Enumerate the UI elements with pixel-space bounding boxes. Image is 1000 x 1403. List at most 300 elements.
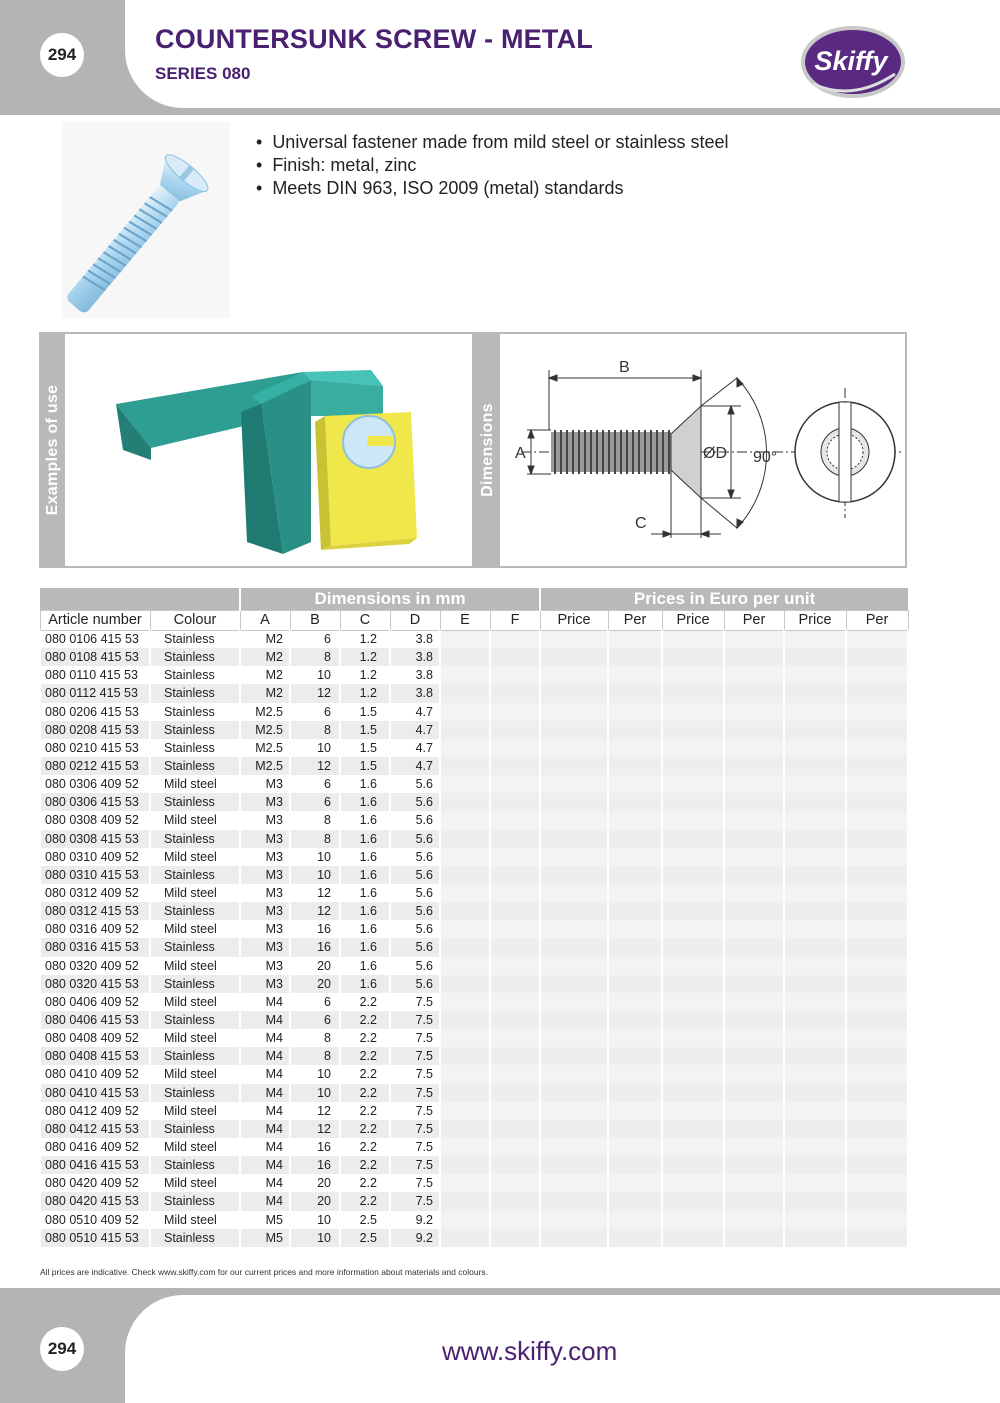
column-header: Per bbox=[846, 610, 908, 630]
empty-cell bbox=[662, 775, 724, 793]
column-header: Per bbox=[724, 610, 784, 630]
empty-cell bbox=[662, 920, 724, 938]
article-number-cell: 080 0306 415 53 bbox=[40, 793, 150, 811]
empty-cell bbox=[540, 703, 608, 721]
dim-b-cell: 12 bbox=[290, 1120, 340, 1138]
dim-d-cell: 5.6 bbox=[390, 793, 440, 811]
dim-b-cell: 12 bbox=[290, 884, 340, 902]
empty-cell bbox=[662, 666, 724, 684]
empty-cell bbox=[784, 775, 846, 793]
empty-cell bbox=[440, 739, 490, 757]
empty-cell bbox=[724, 1174, 784, 1192]
table-row bbox=[40, 1192, 908, 1210]
empty-cell bbox=[540, 811, 608, 829]
empty-cell bbox=[662, 1138, 724, 1156]
article-number-cell: 080 0408 409 52 bbox=[40, 1029, 150, 1047]
table-row bbox=[40, 993, 908, 1011]
column-header: D bbox=[390, 610, 440, 630]
table-row bbox=[40, 848, 908, 866]
empty-cell bbox=[490, 1011, 540, 1029]
empty-cell bbox=[784, 866, 846, 884]
empty-cell bbox=[846, 1120, 908, 1138]
dim-d-cell: 7.5 bbox=[390, 1047, 440, 1065]
empty-cell bbox=[784, 1047, 846, 1065]
empty-cell bbox=[784, 1102, 846, 1120]
dim-c-cell: 2.2 bbox=[340, 1065, 390, 1083]
empty-cell bbox=[440, 1192, 490, 1210]
empty-cell bbox=[440, 957, 490, 975]
empty-cell bbox=[724, 648, 784, 666]
colour-cell: Stainless bbox=[150, 630, 240, 648]
column-header: E bbox=[440, 610, 490, 630]
table-row bbox=[40, 902, 908, 920]
article-number-cell: 080 0212 415 53 bbox=[40, 757, 150, 775]
article-number-cell: 080 0412 415 53 bbox=[40, 1120, 150, 1138]
column-header: F bbox=[490, 610, 540, 630]
empty-cell bbox=[440, 975, 490, 993]
empty-cell bbox=[662, 793, 724, 811]
empty-cell bbox=[846, 1229, 908, 1247]
series-subtitle: SERIES 080 bbox=[155, 64, 251, 83]
empty-cell bbox=[608, 721, 662, 739]
colour-cell: Mild steel bbox=[150, 1065, 240, 1083]
empty-cell bbox=[846, 666, 908, 684]
empty-cell bbox=[662, 975, 724, 993]
dim-a-cell: M4 bbox=[240, 1011, 290, 1029]
column-header: Per bbox=[608, 610, 662, 630]
screw-dimensions-diagram bbox=[501, 338, 905, 564]
dim-d-cell: 5.6 bbox=[390, 920, 440, 938]
empty-cell bbox=[662, 1229, 724, 1247]
empty-cell bbox=[784, 630, 846, 648]
article-number-cell: 080 0408 415 53 bbox=[40, 1047, 150, 1065]
article-number-cell: 080 0206 415 53 bbox=[40, 703, 150, 721]
dim-label-a: A bbox=[515, 445, 526, 462]
empty-cell bbox=[440, 830, 490, 848]
empty-cell bbox=[490, 775, 540, 793]
colour-cell: Stainless bbox=[150, 666, 240, 684]
empty-cell bbox=[724, 1084, 784, 1102]
example-of-use-illustration bbox=[111, 342, 471, 562]
dim-c-cell: 1.6 bbox=[340, 811, 390, 829]
empty-cell bbox=[490, 1047, 540, 1065]
empty-cell bbox=[608, 684, 662, 702]
dim-c-cell: 2.2 bbox=[340, 1011, 390, 1029]
empty-cell bbox=[440, 757, 490, 775]
dim-b-cell: 20 bbox=[290, 1192, 340, 1210]
empty-cell bbox=[608, 1192, 662, 1210]
table-row bbox=[40, 630, 908, 648]
empty-cell bbox=[490, 1065, 540, 1083]
dim-label-angle: 90° bbox=[753, 449, 778, 466]
dim-b-cell: 8 bbox=[290, 648, 340, 666]
empty-cell bbox=[608, 630, 662, 648]
dim-a-cell: M2 bbox=[240, 630, 290, 648]
article-number-cell: 080 0510 409 52 bbox=[40, 1211, 150, 1229]
dim-c-cell: 2.5 bbox=[340, 1229, 390, 1247]
empty-cell bbox=[662, 739, 724, 757]
dim-a-cell: M5 bbox=[240, 1229, 290, 1247]
article-number-cell: 080 0306 409 52 bbox=[40, 775, 150, 793]
dim-b-cell: 20 bbox=[290, 1174, 340, 1192]
empty-cell bbox=[440, 993, 490, 1011]
empty-cell bbox=[724, 1211, 784, 1229]
column-header: Colour bbox=[150, 610, 240, 630]
empty-cell bbox=[846, 1047, 908, 1065]
colour-cell: Stainless bbox=[150, 793, 240, 811]
dim-c-cell: 1.5 bbox=[340, 739, 390, 757]
dim-c-cell: 1.6 bbox=[340, 884, 390, 902]
empty-cell bbox=[540, 684, 608, 702]
empty-cell bbox=[846, 721, 908, 739]
dim-d-cell: 7.5 bbox=[390, 1174, 440, 1192]
empty-cell bbox=[440, 1047, 490, 1065]
empty-cell bbox=[784, 703, 846, 721]
empty-cell bbox=[490, 830, 540, 848]
column-header: Article number bbox=[40, 610, 150, 630]
dim-c-cell: 2.2 bbox=[340, 1174, 390, 1192]
table-row bbox=[40, 1047, 908, 1065]
empty-cell bbox=[784, 1174, 846, 1192]
table-row bbox=[40, 1211, 908, 1229]
empty-cell bbox=[784, 1065, 846, 1083]
colour-cell: Mild steel bbox=[150, 884, 240, 902]
table-row bbox=[40, 1156, 908, 1174]
dim-d-cell: 5.6 bbox=[390, 957, 440, 975]
empty-cell bbox=[608, 1229, 662, 1247]
empty-cell bbox=[724, 920, 784, 938]
article-number-cell: 080 0106 415 53 bbox=[40, 630, 150, 648]
empty-cell bbox=[724, 848, 784, 866]
empty-cell bbox=[490, 1192, 540, 1210]
empty-cell bbox=[724, 739, 784, 757]
empty-cell bbox=[724, 975, 784, 993]
empty-cell bbox=[608, 739, 662, 757]
empty-cell bbox=[846, 1156, 908, 1174]
column-header: C bbox=[340, 610, 390, 630]
dim-b-cell: 10 bbox=[290, 739, 340, 757]
dim-a-cell: M4 bbox=[240, 993, 290, 1011]
table-row bbox=[40, 703, 908, 721]
empty-cell bbox=[490, 1156, 540, 1174]
empty-cell bbox=[846, 1011, 908, 1029]
empty-cell bbox=[608, 703, 662, 721]
article-number-cell: 080 0410 415 53 bbox=[40, 1084, 150, 1102]
dim-b-cell: 6 bbox=[290, 703, 340, 721]
dim-a-cell: M3 bbox=[240, 866, 290, 884]
table-row bbox=[40, 739, 908, 757]
empty-cell bbox=[724, 1192, 784, 1210]
empty-cell bbox=[540, 1174, 608, 1192]
table-row bbox=[40, 775, 908, 793]
dim-d-cell: 3.8 bbox=[390, 630, 440, 648]
dim-a-cell: M3 bbox=[240, 811, 290, 829]
page-number-top: 294 bbox=[40, 33, 84, 77]
dim-c-cell: 1.5 bbox=[340, 721, 390, 739]
empty-cell bbox=[440, 866, 490, 884]
empty-cell bbox=[846, 757, 908, 775]
dim-c-cell: 2.2 bbox=[340, 1084, 390, 1102]
dim-c-cell: 1.6 bbox=[340, 902, 390, 920]
colour-cell: Mild steel bbox=[150, 811, 240, 829]
website-link[interactable]: www.skiffy.com bbox=[442, 1336, 618, 1366]
empty-cell bbox=[490, 1084, 540, 1102]
dim-d-cell: 7.5 bbox=[390, 1084, 440, 1102]
empty-cell bbox=[724, 957, 784, 975]
empty-cell bbox=[846, 938, 908, 956]
empty-cell bbox=[490, 866, 540, 884]
dim-a-cell: M3 bbox=[240, 775, 290, 793]
dim-a-cell: M4 bbox=[240, 1138, 290, 1156]
colour-cell: Stainless bbox=[150, 938, 240, 956]
empty-cell bbox=[724, 866, 784, 884]
empty-cell bbox=[784, 920, 846, 938]
colour-cell: Stainless bbox=[150, 1047, 240, 1065]
empty-cell bbox=[784, 1011, 846, 1029]
colour-cell: Stainless bbox=[150, 1011, 240, 1029]
table-row bbox=[40, 811, 908, 829]
empty-cell bbox=[540, 1229, 608, 1247]
empty-cell bbox=[662, 1120, 724, 1138]
table-row bbox=[40, 975, 908, 993]
empty-cell bbox=[724, 757, 784, 775]
empty-cell bbox=[846, 1174, 908, 1192]
empty-cell bbox=[540, 884, 608, 902]
empty-cell bbox=[846, 739, 908, 757]
dim-a-cell: M3 bbox=[240, 902, 290, 920]
empty-cell bbox=[490, 684, 540, 702]
empty-cell bbox=[662, 630, 724, 648]
dim-a-cell: M3 bbox=[240, 938, 290, 956]
dim-d-cell: 9.2 bbox=[390, 1211, 440, 1229]
article-number-cell: 080 0210 415 53 bbox=[40, 739, 150, 757]
empty-cell bbox=[540, 721, 608, 739]
dim-label-c: C bbox=[635, 515, 647, 532]
empty-cell bbox=[784, 993, 846, 1011]
colour-cell: Mild steel bbox=[150, 1211, 240, 1229]
dim-c-cell: 1.5 bbox=[340, 703, 390, 721]
empty-cell bbox=[490, 920, 540, 938]
dim-c-cell: 2.2 bbox=[340, 1029, 390, 1047]
colour-cell: Stainless bbox=[150, 1120, 240, 1138]
dim-d-cell: 5.6 bbox=[390, 902, 440, 920]
table-row bbox=[40, 1029, 908, 1047]
empty-cell bbox=[724, 1065, 784, 1083]
dim-a-cell: M2.5 bbox=[240, 739, 290, 757]
empty-cell bbox=[724, 721, 784, 739]
table-row bbox=[40, 1011, 908, 1029]
empty-cell bbox=[440, 1084, 490, 1102]
empty-cell bbox=[540, 920, 608, 938]
dim-a-cell: M2 bbox=[240, 666, 290, 684]
empty-cell bbox=[608, 775, 662, 793]
table-row bbox=[40, 721, 908, 739]
empty-cell bbox=[662, 757, 724, 775]
dim-b-cell: 16 bbox=[290, 938, 340, 956]
empty-cell bbox=[784, 721, 846, 739]
empty-cell bbox=[784, 1229, 846, 1247]
dim-b-cell: 10 bbox=[290, 866, 340, 884]
empty-cell bbox=[724, 1047, 784, 1065]
article-number-cell: 080 0208 415 53 bbox=[40, 721, 150, 739]
dim-d-cell: 4.7 bbox=[390, 721, 440, 739]
article-number-cell: 080 0108 415 53 bbox=[40, 648, 150, 666]
empty-cell bbox=[490, 793, 540, 811]
empty-cell bbox=[490, 1229, 540, 1247]
dim-b-cell: 12 bbox=[290, 757, 340, 775]
empty-cell bbox=[540, 1211, 608, 1229]
empty-cell bbox=[608, 757, 662, 775]
colour-cell: Stainless bbox=[150, 703, 240, 721]
empty-cell bbox=[540, 1192, 608, 1210]
colour-cell: Mild steel bbox=[150, 775, 240, 793]
dim-d-cell: 3.8 bbox=[390, 648, 440, 666]
empty-cell bbox=[608, 1120, 662, 1138]
empty-cell bbox=[724, 630, 784, 648]
colour-cell: Stainless bbox=[150, 1156, 240, 1174]
dim-c-cell: 1.6 bbox=[340, 848, 390, 866]
dim-d-cell: 3.8 bbox=[390, 666, 440, 684]
empty-cell bbox=[784, 1192, 846, 1210]
dim-a-cell: M2.5 bbox=[240, 721, 290, 739]
article-number-cell: 080 0112 415 53 bbox=[40, 684, 150, 702]
empty-cell bbox=[540, 775, 608, 793]
empty-cell bbox=[724, 1011, 784, 1029]
dim-d-cell: 3.8 bbox=[390, 684, 440, 702]
table-group-blank bbox=[40, 588, 240, 610]
dim-b-cell: 12 bbox=[290, 1102, 340, 1120]
article-number-cell: 080 0320 415 53 bbox=[40, 975, 150, 993]
empty-cell bbox=[608, 866, 662, 884]
empty-cell bbox=[662, 1084, 724, 1102]
dim-d-cell: 5.6 bbox=[390, 866, 440, 884]
dim-c-cell: 1.2 bbox=[340, 648, 390, 666]
empty-cell bbox=[440, 1138, 490, 1156]
empty-cell bbox=[440, 1156, 490, 1174]
empty-cell bbox=[440, 793, 490, 811]
empty-cell bbox=[662, 703, 724, 721]
empty-cell bbox=[846, 684, 908, 702]
empty-cell bbox=[724, 993, 784, 1011]
empty-cell bbox=[784, 830, 846, 848]
price-footnote: All prices are indicative. Check www.skiffy.com for our current prices and more information about materials and colours. bbox=[40, 1267, 489, 1277]
dim-c-cell: 1.6 bbox=[340, 938, 390, 956]
dim-label-b: B bbox=[619, 359, 630, 376]
dim-a-cell: M4 bbox=[240, 1156, 290, 1174]
empty-cell bbox=[540, 866, 608, 884]
empty-cell bbox=[540, 1120, 608, 1138]
dim-b-cell: 16 bbox=[290, 1138, 340, 1156]
table-row bbox=[40, 1138, 908, 1156]
dim-b-cell: 6 bbox=[290, 775, 340, 793]
colour-cell: Mild steel bbox=[150, 1029, 240, 1047]
dim-d-cell: 7.5 bbox=[390, 1029, 440, 1047]
article-number-cell: 080 0110 415 53 bbox=[40, 666, 150, 684]
dim-c-cell: 1.5 bbox=[340, 757, 390, 775]
dim-a-cell: M2 bbox=[240, 684, 290, 702]
dimensions-label: Dimensions bbox=[476, 334, 500, 566]
article-number-cell: 080 0316 409 52 bbox=[40, 920, 150, 938]
dim-c-cell: 1.6 bbox=[340, 920, 390, 938]
empty-cell bbox=[846, 920, 908, 938]
dim-b-cell: 6 bbox=[290, 993, 340, 1011]
column-header: A bbox=[240, 610, 290, 630]
empty-cell bbox=[490, 757, 540, 775]
dim-d-cell: 7.5 bbox=[390, 1120, 440, 1138]
empty-cell bbox=[490, 648, 540, 666]
empty-cell bbox=[662, 1192, 724, 1210]
empty-cell bbox=[724, 884, 784, 902]
empty-cell bbox=[724, 902, 784, 920]
dim-label-d: ØD bbox=[703, 445, 727, 462]
dim-c-cell: 2.5 bbox=[340, 1211, 390, 1229]
empty-cell bbox=[784, 1120, 846, 1138]
empty-cell bbox=[490, 630, 540, 648]
empty-cell bbox=[440, 721, 490, 739]
dim-c-cell: 1.2 bbox=[340, 630, 390, 648]
empty-cell bbox=[440, 1211, 490, 1229]
empty-cell bbox=[608, 884, 662, 902]
dim-d-cell: 5.6 bbox=[390, 975, 440, 993]
colour-cell: Stainless bbox=[150, 1084, 240, 1102]
table-row bbox=[40, 1120, 908, 1138]
empty-cell bbox=[540, 1047, 608, 1065]
dim-a-cell: M3 bbox=[240, 975, 290, 993]
empty-cell bbox=[846, 1211, 908, 1229]
dim-b-cell: 20 bbox=[290, 975, 340, 993]
empty-cell bbox=[724, 1138, 784, 1156]
table-row bbox=[40, 830, 908, 848]
empty-cell bbox=[490, 1102, 540, 1120]
empty-cell bbox=[490, 848, 540, 866]
colour-cell: Stainless bbox=[150, 739, 240, 757]
skiffy-logo bbox=[795, 22, 907, 100]
empty-cell bbox=[540, 957, 608, 975]
empty-cell bbox=[540, 1156, 608, 1174]
empty-cell bbox=[608, 1011, 662, 1029]
article-number-cell: 080 0420 409 52 bbox=[40, 1174, 150, 1192]
dim-b-cell: 6 bbox=[290, 1011, 340, 1029]
empty-cell bbox=[440, 1102, 490, 1120]
empty-cell bbox=[540, 1084, 608, 1102]
dim-d-cell: 5.6 bbox=[390, 848, 440, 866]
article-number-cell: 080 0310 409 52 bbox=[40, 848, 150, 866]
empty-cell bbox=[440, 1229, 490, 1247]
empty-cell bbox=[724, 1156, 784, 1174]
empty-cell bbox=[784, 1138, 846, 1156]
table-group-prices: Prices in Euro per unit bbox=[540, 588, 908, 610]
dim-a-cell: M2.5 bbox=[240, 703, 290, 721]
empty-cell bbox=[490, 884, 540, 902]
empty-cell bbox=[440, 902, 490, 920]
empty-cell bbox=[724, 684, 784, 702]
empty-cell bbox=[540, 830, 608, 848]
empty-cell bbox=[662, 830, 724, 848]
dim-b-cell: 8 bbox=[290, 721, 340, 739]
empty-cell bbox=[440, 775, 490, 793]
empty-cell bbox=[440, 848, 490, 866]
dim-a-cell: M4 bbox=[240, 1065, 290, 1083]
dim-c-cell: 1.6 bbox=[340, 793, 390, 811]
dim-b-cell: 8 bbox=[290, 830, 340, 848]
dim-a-cell: M2 bbox=[240, 648, 290, 666]
empty-cell bbox=[724, 1229, 784, 1247]
empty-cell bbox=[784, 938, 846, 956]
article-number-cell: 080 0308 415 53 bbox=[40, 830, 150, 848]
colour-cell: Stainless bbox=[150, 975, 240, 993]
dim-c-cell: 1.6 bbox=[340, 975, 390, 993]
column-header: Price bbox=[540, 610, 608, 630]
